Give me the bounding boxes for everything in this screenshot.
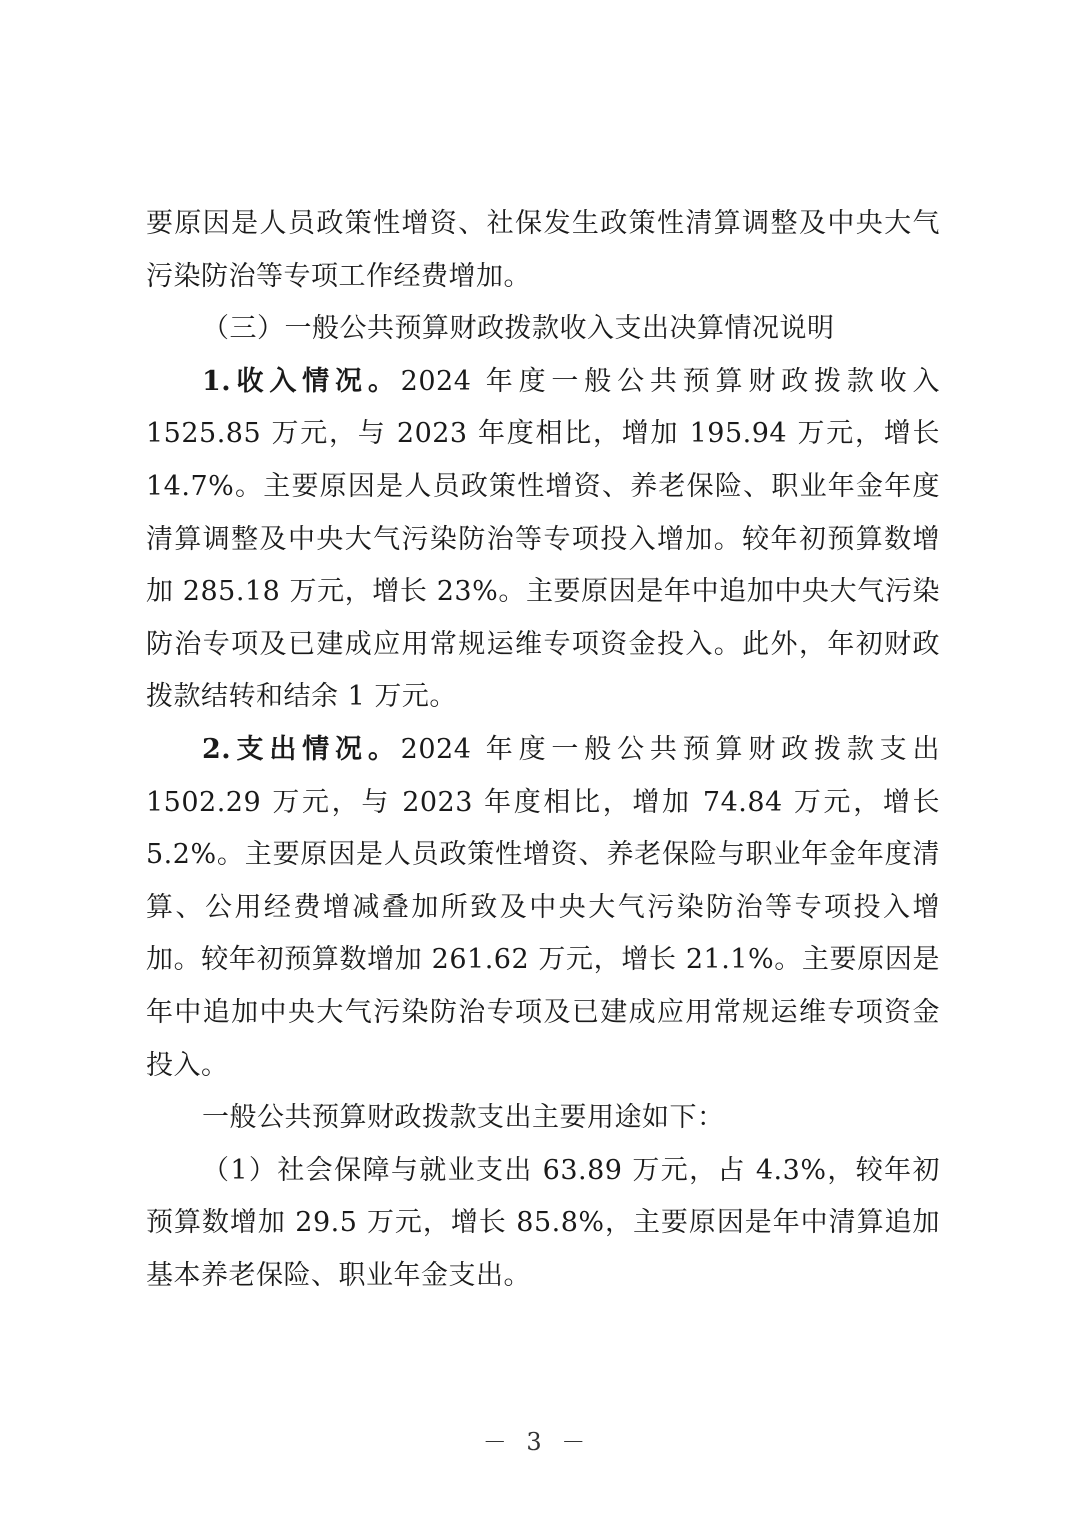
paragraph-text: 2024 年度一般公共预算财政拨款收入 1525.85 万元，与 2023 年度相比，增加 195.94 万元，增长 14.7%。主要原因是人员政策性增资、养老保险、职业年金年度清算调整及中央大气污染防治等专项投入增加。较年初预算数增加 285.18 万元，增长 23%。主要原因是年中追加中央大气污染防治专项及已建成应用常规运维专项资金投入。此外，年初财政拨款结转和结余 1 万元。 bbox=[146, 365, 941, 713]
paragraph-text: 要原因是人员政策性增资、社保发生政策性清算调整及中央大气污染防治等专项工作经费增加。 bbox=[146, 208, 940, 292]
section-heading bbox=[146, 303, 940, 356]
paragraph-text: （1）社会保障与就业支出 63.89 万元，占 4.3%，较年初预算数增加 29.5 万元，增长 85.8%，主要原因是年中清算追加基本养老保险、职业年金支出。 bbox=[146, 1154, 940, 1291]
page-number: － 3 － bbox=[482, 1428, 592, 1456]
paragraph-social-security bbox=[146, 1145, 940, 1303]
paragraph-continuation bbox=[146, 198, 940, 303]
body-text bbox=[146, 198, 940, 1302]
paragraph-text: 2024 年度一般公共预算财政拨款支出 1502.29 万元，与 2023 年度相比，增加 74.84 万元，增长 5.2%。主要原因是人员政策性增资、养老保险与职业年金年度清算、公用经费增减叠加所致及中央大气污染防治等专项投入增加。较年初预算数增加 261.62 万元，增长 21.1%。主要原因是年中追加中央大气污染防治专项及已建成应用常规运维专项资金投入。 bbox=[146, 733, 941, 1081]
paragraph-text: 一般公共预算财政拨款支出主要用途如下： bbox=[202, 1102, 725, 1134]
section-heading-text: （三）一般公共预算财政拨款收入支出决算情况说明 bbox=[202, 313, 835, 345]
paragraph-lead: 1.收入情况。 bbox=[202, 365, 401, 397]
paragraph-lead: 2.支出情况。 bbox=[202, 733, 401, 765]
paragraph-expenditure bbox=[146, 724, 940, 1092]
paragraph-income bbox=[146, 356, 940, 724]
paragraph-usage-intro bbox=[146, 1092, 940, 1145]
